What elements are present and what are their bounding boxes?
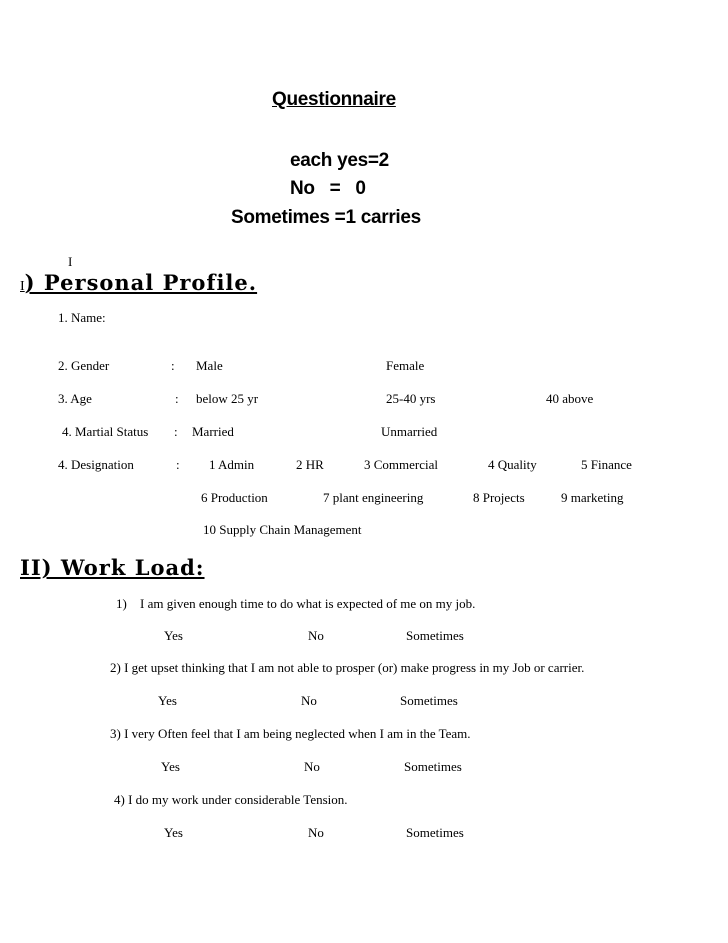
question-2-text: 2) I get upset thinking that I am not able to prosper (or) make progress in my Job or carrier. — [110, 660, 585, 675]
designation-label: 4. Designation — [58, 457, 134, 472]
designation-option-admin[interactable]: 1 Admin — [209, 457, 255, 472]
question-4-text: 4) I do my work under considerable Tension. — [114, 792, 348, 807]
q2-answer-yes[interactable]: Yes — [158, 693, 177, 708]
q2-answer-no[interactable]: No — [301, 693, 317, 708]
q4-answer-sometimes[interactable]: Sometimes — [406, 825, 464, 840]
section-personal-profile-heading — [20, 270, 257, 295]
designation-option-plant-engineering[interactable]: 7 plant engineering — [323, 490, 424, 505]
section-roman-numeral: I — [20, 279, 25, 294]
gender-colon: : — [171, 358, 175, 373]
age-colon: : — [175, 391, 179, 406]
q3-answer-sometimes[interactable]: Sometimes — [404, 759, 462, 774]
age-option-40-above[interactable]: 40 above — [546, 391, 594, 406]
designation-option-production[interactable]: 6 Production — [201, 490, 268, 505]
q1-answer-sometimes[interactable]: Sometimes — [406, 628, 464, 643]
age-option-below-25[interactable]: below 25 yr — [196, 391, 259, 406]
section-work-load-heading: II) Work Load: — [20, 555, 205, 580]
marital-option-unmarried[interactable]: Unmarried — [381, 424, 438, 439]
gender-option-female[interactable]: Female — [386, 358, 425, 373]
age-option-25-40[interactable]: 25-40 yrs — [386, 391, 436, 406]
gender-option-male[interactable]: Male — [196, 358, 223, 373]
q2-answer-sometimes[interactable]: Sometimes — [400, 693, 458, 708]
scoring-yes: each yes=2 — [290, 150, 389, 171]
page-title: Questionnaire — [272, 89, 396, 110]
age-label: 3. Age — [58, 391, 92, 406]
scoring-no: No = 0 — [290, 178, 366, 199]
designation-option-quality[interactable]: 4 Quality — [488, 457, 537, 472]
designation-option-supply-chain[interactable]: 10 Supply Chain Management — [203, 522, 362, 537]
q1-answer-yes[interactable]: Yes — [164, 628, 183, 643]
marital-status-label: 4. Martial Status — [62, 424, 149, 439]
marital-option-married[interactable]: Married — [192, 424, 234, 439]
q3-answer-no[interactable]: No — [304, 759, 320, 774]
designation-option-marketing[interactable]: 9 marketing — [561, 490, 624, 505]
marital-colon: : — [174, 424, 178, 439]
q4-answer-yes[interactable]: Yes — [164, 825, 183, 840]
stray-mark: I — [68, 254, 73, 269]
q3-answer-yes[interactable]: Yes — [161, 759, 180, 774]
name-label: 1. Name: — [58, 310, 106, 325]
question-3-text: 3) I very Often feel that I am being neglected when I am in the Team. — [110, 726, 471, 741]
designation-option-commercial[interactable]: 3 Commercial — [364, 457, 439, 472]
q4-answer-no[interactable]: No — [308, 825, 324, 840]
designation-option-projects[interactable]: 8 Projects — [473, 490, 525, 505]
scoring-sometimes: Sometimes =1 carries — [231, 207, 421, 228]
designation-option-hr[interactable]: 2 HR — [296, 457, 324, 472]
section-title: ) Personal Profile. — [24, 270, 258, 295]
question-1-text: I am given enough time to do what is expected of me on my job. — [140, 596, 476, 611]
designation-colon: : — [176, 457, 180, 472]
q1-answer-no[interactable]: No — [308, 628, 324, 643]
designation-option-finance[interactable]: 5 Finance — [581, 457, 632, 472]
gender-label: 2. Gender — [58, 358, 110, 373]
question-1-number: 1) — [116, 596, 127, 611]
